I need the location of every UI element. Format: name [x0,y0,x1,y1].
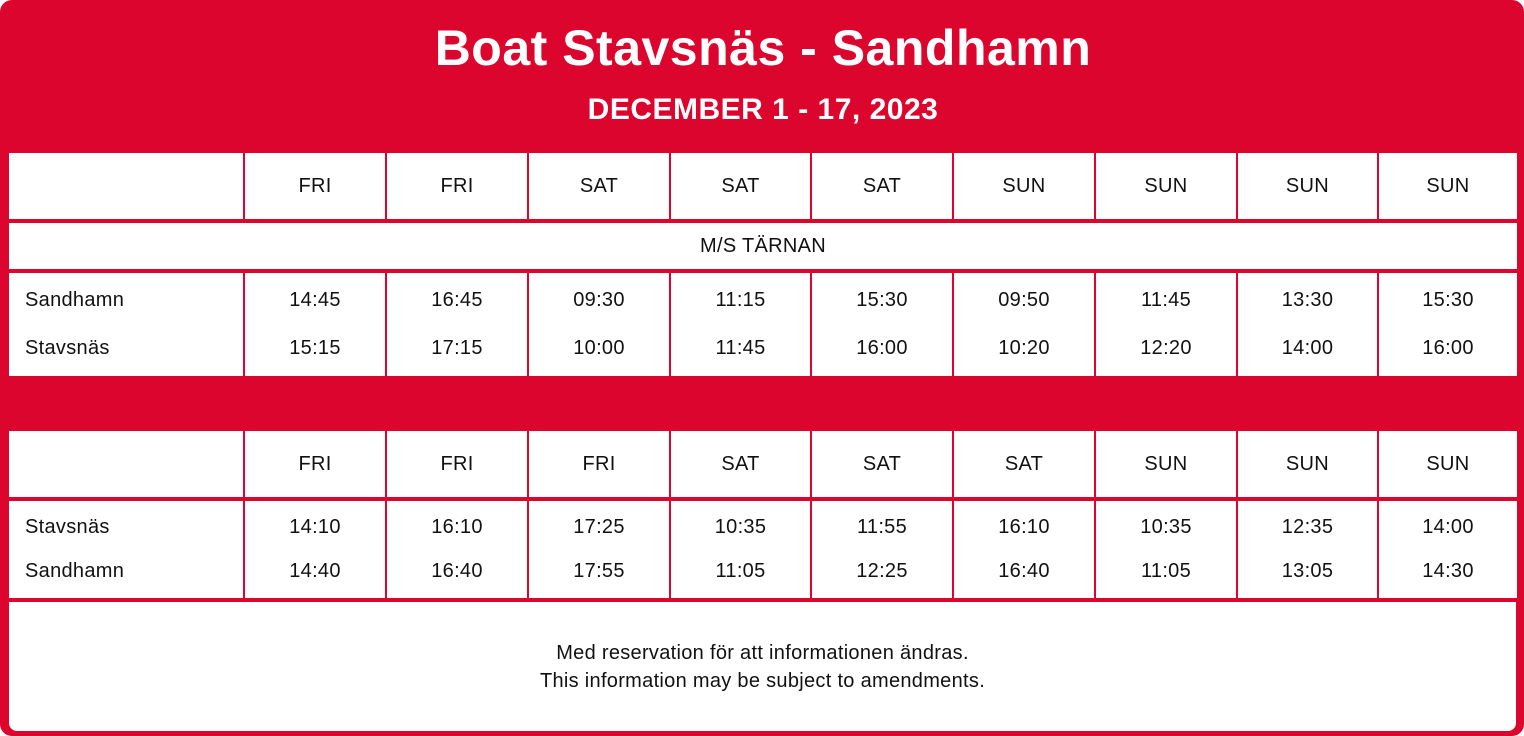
departure-column [245,501,385,598]
departure-time: 12:25 [856,560,908,583]
departure-time: 11:45 [1140,289,1192,312]
header-corner-cell [9,153,243,219]
page-title: Boat Stavsnäs - Sandhamn [434,20,1092,76]
day-header: SUN [954,153,1094,219]
disclaimer-swedish: Med reservation för att informationen ändras. [556,641,969,664]
departure-time: 14:00 [1281,336,1334,359]
departure-column [812,501,952,598]
departure-time: 14:30 [1422,560,1474,583]
departure-time: 13:05 [1281,560,1334,583]
departure-time: 09:30 [573,289,625,312]
day-header: FRI [387,153,527,219]
departure-column [671,501,810,598]
departure-time: 16:10 [431,515,483,538]
day-header: SUN [1096,153,1236,219]
day-header: FRI [529,431,669,497]
stop-column [9,273,243,376]
departure-time: 16:00 [1422,336,1474,359]
day-header: SAT [529,153,669,219]
departure-column [671,273,810,376]
departure-column [1238,501,1377,598]
day-header: SUN [1238,153,1377,219]
departure-column [387,501,527,598]
departure-time: 10:35 [714,515,767,538]
departure-time: 16:45 [431,289,483,312]
departure-time: 10:00 [573,336,625,359]
departure-column [954,273,1094,376]
header-corner-cell [9,431,243,497]
day-header: FRI [387,431,527,497]
departure-time: 16:40 [431,560,483,583]
stop-column [9,501,243,598]
vessel-name: M/S TÄRNAN [9,223,1517,269]
departure-column [387,273,527,376]
date-range: DECEMBER 1 - 17, 2023 [587,93,939,126]
disclaimer [9,602,1516,731]
day-header: FRI [245,153,385,219]
departure-time: 17:55 [573,560,625,583]
departure-time: 12:35 [1281,515,1334,538]
departure-time: 16:10 [998,515,1050,538]
departure-time: 11:45 [715,336,766,359]
departure-time: 11:05 [715,560,766,583]
stop-name: Sandhamn [25,289,125,312]
departure-time: 17:25 [573,515,625,538]
departure-time: 10:20 [998,336,1050,359]
departure-time: 15:15 [289,336,341,359]
day-header: SUN [1379,153,1517,219]
day-header: SAT [812,431,952,497]
day-header: SAT [812,153,952,219]
departure-time: 14:45 [289,289,341,312]
departure-time: 15:30 [856,289,908,312]
departure-time: 10:35 [1140,515,1192,538]
departure-column [812,273,952,376]
disclaimer-english: This information may be subject to amendments. [539,669,986,692]
stop-name: Stavsnäs [25,336,110,359]
day-header: SUN [1096,431,1236,497]
day-header: SAT [954,431,1094,497]
day-header: SUN [1379,431,1517,497]
departure-time: 15:30 [1422,289,1474,312]
departure-column [529,273,669,376]
departure-time: 14:00 [1422,515,1474,538]
stop-name: Stavsnäs [25,515,110,538]
departure-time: 11:55 [856,515,908,538]
day-header: FRI [245,431,385,497]
departure-column [1379,501,1517,598]
departure-time: 17:15 [431,336,483,359]
departure-column [1096,273,1236,376]
departure-column [954,501,1094,598]
departure-time: 14:40 [289,560,341,583]
departure-time: 11:05 [1140,560,1192,583]
departure-column [1238,273,1377,376]
day-header: SUN [1238,431,1377,497]
stop-name: Sandhamn [25,560,125,583]
departure-time: 12:20 [1140,336,1192,359]
departure-time: 16:40 [998,560,1050,583]
departure-column [1379,273,1517,376]
day-header: SAT [671,153,810,219]
departure-time: 16:00 [856,336,908,359]
departure-column [245,273,385,376]
departure-column [529,501,669,598]
departure-time: 14:10 [289,515,341,538]
day-header: SAT [671,431,810,497]
departure-time: 09:50 [998,289,1050,312]
departure-time: 13:30 [1281,289,1334,312]
departure-column [1096,501,1236,598]
departure-time: 11:15 [715,289,766,312]
